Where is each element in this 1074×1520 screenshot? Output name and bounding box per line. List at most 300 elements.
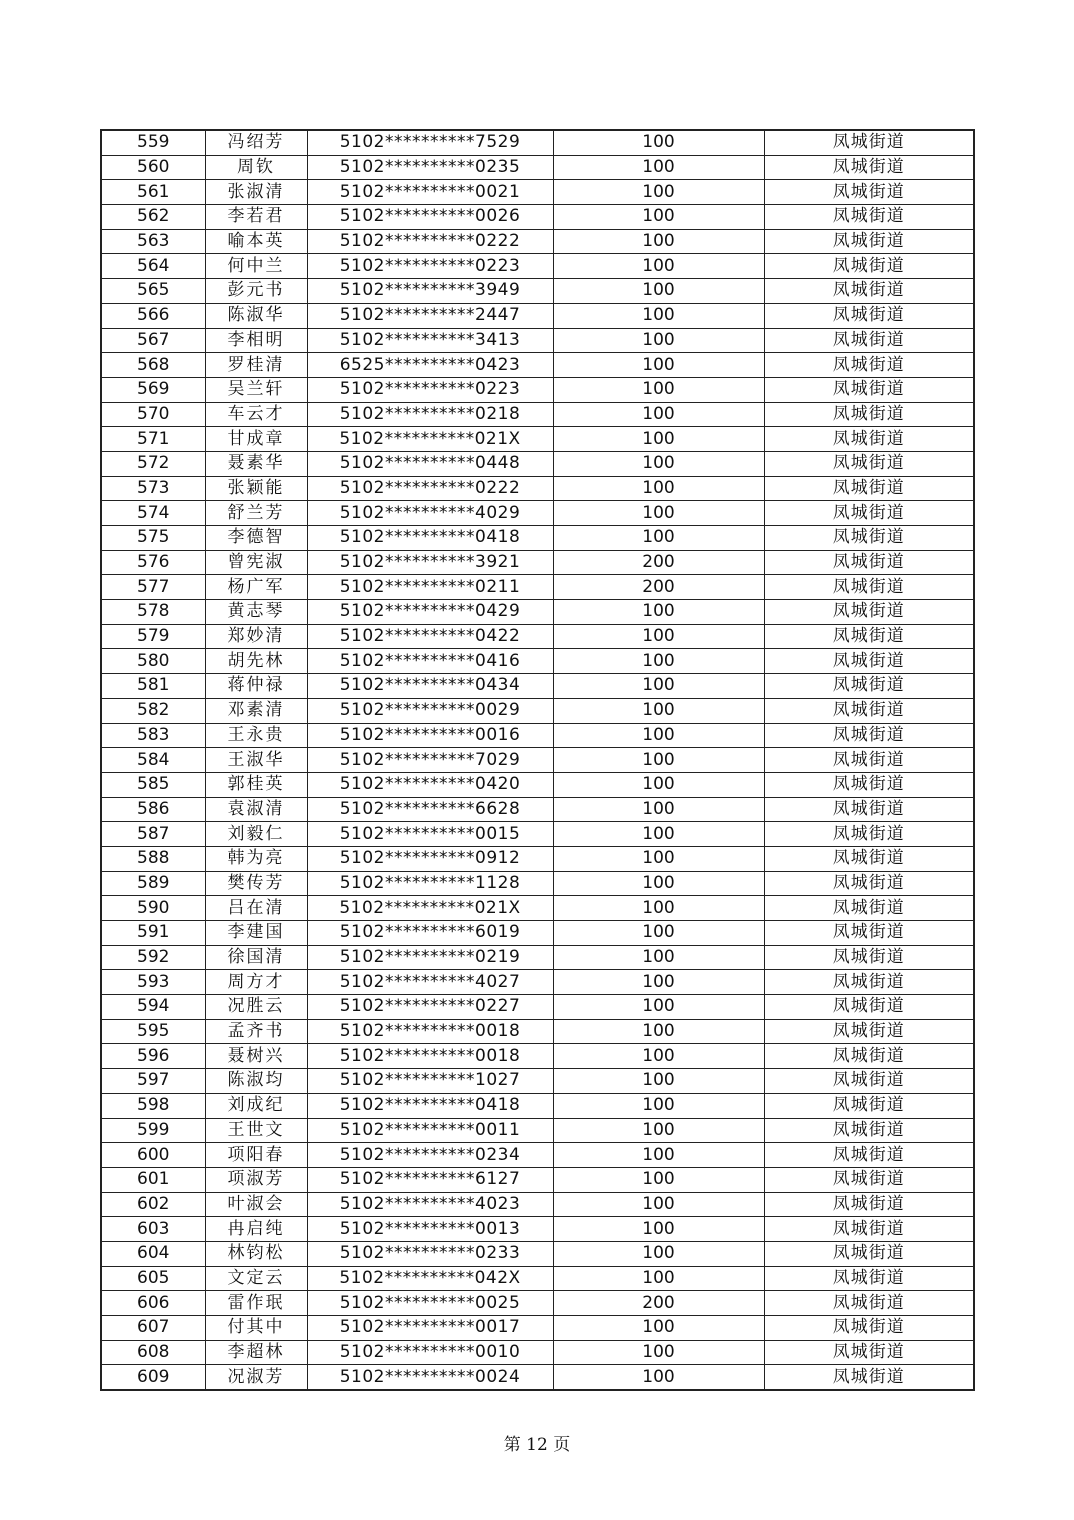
street-cell: 凤城街道 (764, 427, 974, 452)
amount-cell: 100 (553, 797, 764, 822)
street-cell: 凤城街道 (764, 1316, 974, 1341)
name-cell: 聂树兴 (205, 1044, 307, 1069)
row-number-cell: 568 (101, 353, 205, 378)
table-row (101, 1217, 974, 1242)
amount-cell: 100 (553, 1143, 764, 1168)
table-row (101, 1340, 974, 1365)
row-number-cell: 609 (101, 1365, 205, 1390)
row-number-cell: 577 (101, 575, 205, 600)
street-cell: 凤城街道 (764, 1044, 974, 1069)
street-cell: 凤城街道 (764, 1118, 974, 1143)
id-number-cell: 5102**********0018 (307, 1019, 553, 1044)
amount-cell: 100 (553, 180, 764, 205)
name-cell: 项淑芳 (205, 1167, 307, 1192)
amount-cell: 100 (553, 476, 764, 501)
name-cell: 李建国 (205, 921, 307, 946)
row-number-cell: 579 (101, 624, 205, 649)
amount-cell: 100 (553, 748, 764, 773)
table-row (101, 476, 974, 501)
id-number-cell: 5102**********0235 (307, 155, 553, 180)
row-number-cell: 606 (101, 1291, 205, 1316)
amount-cell: 100 (553, 674, 764, 699)
amount-cell: 100 (553, 1118, 764, 1143)
amount-cell: 100 (553, 1044, 764, 1069)
name-cell: 李相明 (205, 328, 307, 353)
table-row (101, 1143, 974, 1168)
table-row (101, 279, 974, 304)
street-cell: 凤城街道 (764, 229, 974, 254)
name-cell: 王淑华 (205, 748, 307, 773)
id-number-cell: 5102**********7029 (307, 748, 553, 773)
amount-cell: 100 (553, 1340, 764, 1365)
row-number-cell: 591 (101, 921, 205, 946)
id-number-cell: 5102**********0912 (307, 846, 553, 871)
table-row (101, 1266, 974, 1291)
row-number-cell: 601 (101, 1167, 205, 1192)
amount-cell: 100 (553, 427, 764, 452)
street-cell: 凤城街道 (764, 1143, 974, 1168)
street-cell: 凤城街道 (764, 180, 974, 205)
row-number-cell: 572 (101, 451, 205, 476)
id-number-cell: 5102**********0013 (307, 1217, 553, 1242)
row-number-cell: 587 (101, 822, 205, 847)
amount-cell: 100 (553, 1266, 764, 1291)
street-cell: 凤城街道 (764, 550, 974, 575)
street-cell: 凤城街道 (764, 476, 974, 501)
id-number-cell: 5102**********0420 (307, 772, 553, 797)
table-row (101, 1118, 974, 1143)
table-row (101, 970, 974, 995)
street-cell: 凤城街道 (764, 526, 974, 551)
street-cell: 凤城街道 (764, 501, 974, 526)
amount-cell: 100 (553, 451, 764, 476)
name-cell: 刘毅仁 (205, 822, 307, 847)
row-number-cell: 593 (101, 970, 205, 995)
id-number-cell: 5102**********0015 (307, 822, 553, 847)
row-number-cell: 602 (101, 1192, 205, 1217)
id-number-cell: 5102**********0418 (307, 1093, 553, 1118)
street-cell: 凤城街道 (764, 970, 974, 995)
name-cell: 郑妙清 (205, 624, 307, 649)
table-row (101, 822, 974, 847)
table-row (101, 1316, 974, 1341)
name-cell: 孟齐书 (205, 1019, 307, 1044)
row-number-cell: 608 (101, 1340, 205, 1365)
row-number-cell: 596 (101, 1044, 205, 1069)
id-number-cell: 5102**********0018 (307, 1044, 553, 1069)
amount-cell: 100 (553, 723, 764, 748)
name-cell: 王永贵 (205, 723, 307, 748)
row-number-cell: 599 (101, 1118, 205, 1143)
table-row (101, 526, 974, 551)
row-number-cell: 580 (101, 649, 205, 674)
street-cell: 凤城街道 (764, 921, 974, 946)
table-row (101, 1167, 974, 1192)
table-row (101, 945, 974, 970)
table-row (101, 501, 974, 526)
table-row (101, 1291, 974, 1316)
id-number-cell: 5102**********0434 (307, 674, 553, 699)
amount-cell: 100 (553, 1167, 764, 1192)
id-number-cell: 5102**********0234 (307, 1143, 553, 1168)
street-cell: 凤城街道 (764, 624, 974, 649)
street-cell: 凤城街道 (764, 723, 974, 748)
table-row (101, 130, 974, 155)
name-cell: 黄志琴 (205, 600, 307, 625)
street-cell: 凤城街道 (764, 822, 974, 847)
row-number-cell: 598 (101, 1093, 205, 1118)
table-row (101, 402, 974, 427)
name-cell: 张颖能 (205, 476, 307, 501)
id-number-cell: 5102**********0219 (307, 945, 553, 970)
id-number-cell: 5102**********6127 (307, 1167, 553, 1192)
name-cell: 李超林 (205, 1340, 307, 1365)
name-cell: 周方才 (205, 970, 307, 995)
amount-cell: 100 (553, 1316, 764, 1341)
row-number-cell: 563 (101, 229, 205, 254)
street-cell: 凤城街道 (764, 1069, 974, 1094)
name-cell: 李若君 (205, 205, 307, 230)
row-number-cell: 586 (101, 797, 205, 822)
id-number-cell: 5102**********7529 (307, 130, 553, 155)
table-row (101, 303, 974, 328)
street-cell: 凤城街道 (764, 698, 974, 723)
name-cell: 蒋仲禄 (205, 674, 307, 699)
table-row (101, 1093, 974, 1118)
name-cell: 胡先林 (205, 649, 307, 674)
name-cell: 罗桂清 (205, 353, 307, 378)
table-row (101, 254, 974, 279)
name-cell: 彭元书 (205, 279, 307, 304)
street-cell: 凤城街道 (764, 1192, 974, 1217)
name-cell: 雷作珉 (205, 1291, 307, 1316)
table-row (101, 451, 974, 476)
table-row (101, 995, 974, 1020)
id-number-cell: 5102**********0218 (307, 402, 553, 427)
amount-cell: 100 (553, 205, 764, 230)
table-row (101, 921, 974, 946)
name-cell: 杨广军 (205, 575, 307, 600)
row-number-cell: 607 (101, 1316, 205, 1341)
row-number-cell: 567 (101, 328, 205, 353)
id-number-cell: 5102**********4023 (307, 1192, 553, 1217)
id-number-cell: 5102**********0026 (307, 205, 553, 230)
id-number-cell: 5102**********3413 (307, 328, 553, 353)
street-cell: 凤城街道 (764, 1093, 974, 1118)
row-number-cell: 597 (101, 1069, 205, 1094)
amount-cell: 100 (553, 772, 764, 797)
street-cell: 凤城街道 (764, 1241, 974, 1266)
table-row (101, 353, 974, 378)
street-cell: 凤城街道 (764, 575, 974, 600)
row-number-cell: 565 (101, 279, 205, 304)
id-number-cell: 5102**********0416 (307, 649, 553, 674)
amount-cell: 100 (553, 846, 764, 871)
amount-cell: 100 (553, 921, 764, 946)
name-cell: 冯绍芳 (205, 130, 307, 155)
street-cell: 凤城街道 (764, 945, 974, 970)
amount-cell: 100 (553, 1241, 764, 1266)
id-number-cell: 5102**********1027 (307, 1069, 553, 1094)
table-row (101, 229, 974, 254)
id-number-cell: 5102**********6019 (307, 921, 553, 946)
amount-cell: 100 (553, 896, 764, 921)
row-number-cell: 573 (101, 476, 205, 501)
street-cell: 凤城街道 (764, 896, 974, 921)
name-cell: 樊传芳 (205, 871, 307, 896)
street-cell: 凤城街道 (764, 649, 974, 674)
table-row (101, 772, 974, 797)
amount-cell: 100 (553, 600, 764, 625)
table-row (101, 328, 974, 353)
street-cell: 凤城街道 (764, 377, 974, 402)
id-number-cell: 5102**********4029 (307, 501, 553, 526)
name-cell: 刘成纪 (205, 1093, 307, 1118)
table-row (101, 1192, 974, 1217)
row-number-cell: 576 (101, 550, 205, 575)
page-number: 第 12 页 (503, 1435, 571, 1455)
table-row (101, 748, 974, 773)
id-number-cell: 5102**********021X (307, 896, 553, 921)
row-number-cell: 569 (101, 377, 205, 402)
amount-cell: 100 (553, 649, 764, 674)
row-number-cell: 583 (101, 723, 205, 748)
amount-cell: 100 (553, 279, 764, 304)
row-number-cell: 571 (101, 427, 205, 452)
row-number-cell: 588 (101, 846, 205, 871)
name-cell: 张淑清 (205, 180, 307, 205)
street-cell: 凤城街道 (764, 1167, 974, 1192)
amount-cell: 100 (553, 1093, 764, 1118)
name-cell: 陈淑均 (205, 1069, 307, 1094)
amount-cell: 100 (553, 303, 764, 328)
amount-cell: 100 (553, 970, 764, 995)
amount-cell: 100 (553, 1019, 764, 1044)
row-number-cell: 600 (101, 1143, 205, 1168)
table-row (101, 846, 974, 871)
amount-cell: 100 (553, 377, 764, 402)
amount-cell: 100 (553, 130, 764, 155)
amount-cell: 100 (553, 1069, 764, 1094)
row-number-cell: 582 (101, 698, 205, 723)
amount-cell: 100 (553, 945, 764, 970)
row-number-cell: 560 (101, 155, 205, 180)
name-cell: 韩为亮 (205, 846, 307, 871)
id-number-cell: 5102**********042X (307, 1266, 553, 1291)
table-row (101, 550, 974, 575)
street-cell: 凤城街道 (764, 254, 974, 279)
id-number-cell: 5102**********0222 (307, 229, 553, 254)
row-number-cell: 589 (101, 871, 205, 896)
street-cell: 凤城街道 (764, 205, 974, 230)
id-number-cell: 5102**********0021 (307, 180, 553, 205)
row-number-cell: 566 (101, 303, 205, 328)
row-number-cell: 575 (101, 526, 205, 551)
street-cell: 凤城街道 (764, 303, 974, 328)
name-cell: 陈淑华 (205, 303, 307, 328)
street-cell: 凤城街道 (764, 1340, 974, 1365)
row-number-cell: 574 (101, 501, 205, 526)
amount-cell: 100 (553, 402, 764, 427)
amount-cell: 100 (553, 155, 764, 180)
id-number-cell: 5102**********021X (307, 427, 553, 452)
table-row (101, 180, 974, 205)
table-row (101, 575, 974, 600)
table-row (101, 155, 974, 180)
table-row (101, 427, 974, 452)
table-row (101, 1365, 974, 1390)
street-cell: 凤城街道 (764, 600, 974, 625)
id-number-cell: 5102**********0024 (307, 1365, 553, 1390)
street-cell: 凤城街道 (764, 772, 974, 797)
name-cell: 吕在清 (205, 896, 307, 921)
amount-cell: 100 (553, 501, 764, 526)
table-row (101, 624, 974, 649)
name-cell: 邓素清 (205, 698, 307, 723)
name-cell: 何中兰 (205, 254, 307, 279)
street-cell: 凤城街道 (764, 1365, 974, 1390)
name-cell: 况淑芳 (205, 1365, 307, 1390)
street-cell: 凤城街道 (764, 155, 974, 180)
row-number-cell: 578 (101, 600, 205, 625)
row-number-cell: 590 (101, 896, 205, 921)
amount-cell: 200 (553, 550, 764, 575)
table-row (101, 205, 974, 230)
name-cell: 郭桂英 (205, 772, 307, 797)
amount-cell: 100 (553, 526, 764, 551)
row-number-cell: 581 (101, 674, 205, 699)
name-cell: 曾宪淑 (205, 550, 307, 575)
amount-cell: 100 (553, 822, 764, 847)
street-cell: 凤城街道 (764, 748, 974, 773)
name-cell: 徐国清 (205, 945, 307, 970)
name-cell: 冉启纯 (205, 1217, 307, 1242)
table-row (101, 674, 974, 699)
name-cell: 文定云 (205, 1266, 307, 1291)
id-number-cell: 5102**********6628 (307, 797, 553, 822)
row-number-cell: 605 (101, 1266, 205, 1291)
street-cell: 凤城街道 (764, 995, 974, 1020)
amount-cell: 200 (553, 1291, 764, 1316)
row-number-cell: 570 (101, 402, 205, 427)
id-number-cell: 5102**********3949 (307, 279, 553, 304)
row-number-cell: 564 (101, 254, 205, 279)
table-row (101, 896, 974, 921)
table-row (101, 377, 974, 402)
amount-cell: 100 (553, 871, 764, 896)
amount-cell: 200 (553, 575, 764, 600)
street-cell: 凤城街道 (764, 353, 974, 378)
street-cell: 凤城街道 (764, 846, 974, 871)
id-number-cell: 5102**********0222 (307, 476, 553, 501)
street-cell: 凤城街道 (764, 402, 974, 427)
name-cell: 林钧松 (205, 1241, 307, 1266)
name-cell: 袁淑清 (205, 797, 307, 822)
subsidy-list-table (100, 129, 975, 1391)
id-number-cell: 5102**********0233 (307, 1241, 553, 1266)
amount-cell: 100 (553, 698, 764, 723)
name-cell: 叶淑会 (205, 1192, 307, 1217)
name-cell: 李德智 (205, 526, 307, 551)
amount-cell: 100 (553, 328, 764, 353)
street-cell: 凤城街道 (764, 1291, 974, 1316)
amount-cell: 100 (553, 624, 764, 649)
name-cell: 付其中 (205, 1316, 307, 1341)
name-cell: 项阳春 (205, 1143, 307, 1168)
id-number-cell: 5102**********0017 (307, 1316, 553, 1341)
id-number-cell: 5102**********0418 (307, 526, 553, 551)
name-cell: 舒兰芳 (205, 501, 307, 526)
name-cell: 吴兰轩 (205, 377, 307, 402)
table-row (101, 871, 974, 896)
table-row (101, 698, 974, 723)
row-number-cell: 562 (101, 205, 205, 230)
table-row (101, 649, 974, 674)
id-number-cell: 5102**********0029 (307, 698, 553, 723)
id-number-cell: 5102**********0211 (307, 575, 553, 600)
id-number-cell: 5102**********0223 (307, 377, 553, 402)
id-number-cell: 5102**********2447 (307, 303, 553, 328)
name-cell: 喻本英 (205, 229, 307, 254)
row-number-cell: 559 (101, 130, 205, 155)
row-number-cell: 603 (101, 1217, 205, 1242)
street-cell: 凤城街道 (764, 328, 974, 353)
id-number-cell: 5102**********0227 (307, 995, 553, 1020)
amount-cell: 100 (553, 229, 764, 254)
id-number-cell: 5102**********0422 (307, 624, 553, 649)
table-body (101, 130, 974, 1390)
id-number-cell: 5102**********0011 (307, 1118, 553, 1143)
amount-cell: 100 (553, 1365, 764, 1390)
street-cell: 凤城街道 (764, 1266, 974, 1291)
row-number-cell: 594 (101, 995, 205, 1020)
id-number-cell: 5102**********3921 (307, 550, 553, 575)
street-cell: 凤城街道 (764, 797, 974, 822)
name-cell: 况胜云 (205, 995, 307, 1020)
table-row (101, 600, 974, 625)
street-cell: 凤城街道 (764, 279, 974, 304)
amount-cell: 100 (553, 995, 764, 1020)
street-cell: 凤城街道 (764, 130, 974, 155)
id-number-cell: 5102**********0016 (307, 723, 553, 748)
id-number-cell: 5102**********4027 (307, 970, 553, 995)
street-cell: 凤城街道 (764, 1019, 974, 1044)
name-cell: 周钦 (205, 155, 307, 180)
street-cell: 凤城街道 (764, 871, 974, 896)
id-number-cell: 5102**********0429 (307, 600, 553, 625)
table-row (101, 797, 974, 822)
street-cell: 凤城街道 (764, 674, 974, 699)
table-row (101, 1069, 974, 1094)
amount-cell: 100 (553, 353, 764, 378)
id-number-cell: 5102**********0448 (307, 451, 553, 476)
table-row (101, 1241, 974, 1266)
amount-cell: 100 (553, 254, 764, 279)
row-number-cell: 561 (101, 180, 205, 205)
id-number-cell: 6525**********0423 (307, 353, 553, 378)
id-number-cell: 5102**********0025 (307, 1291, 553, 1316)
row-number-cell: 592 (101, 945, 205, 970)
id-number-cell: 5102**********0223 (307, 254, 553, 279)
amount-cell: 100 (553, 1192, 764, 1217)
row-number-cell: 585 (101, 772, 205, 797)
name-cell: 甘成章 (205, 427, 307, 452)
table-row (101, 1044, 974, 1069)
street-cell: 凤城街道 (764, 451, 974, 476)
id-number-cell: 5102**********0010 (307, 1340, 553, 1365)
table-row (101, 1019, 974, 1044)
row-number-cell: 584 (101, 748, 205, 773)
